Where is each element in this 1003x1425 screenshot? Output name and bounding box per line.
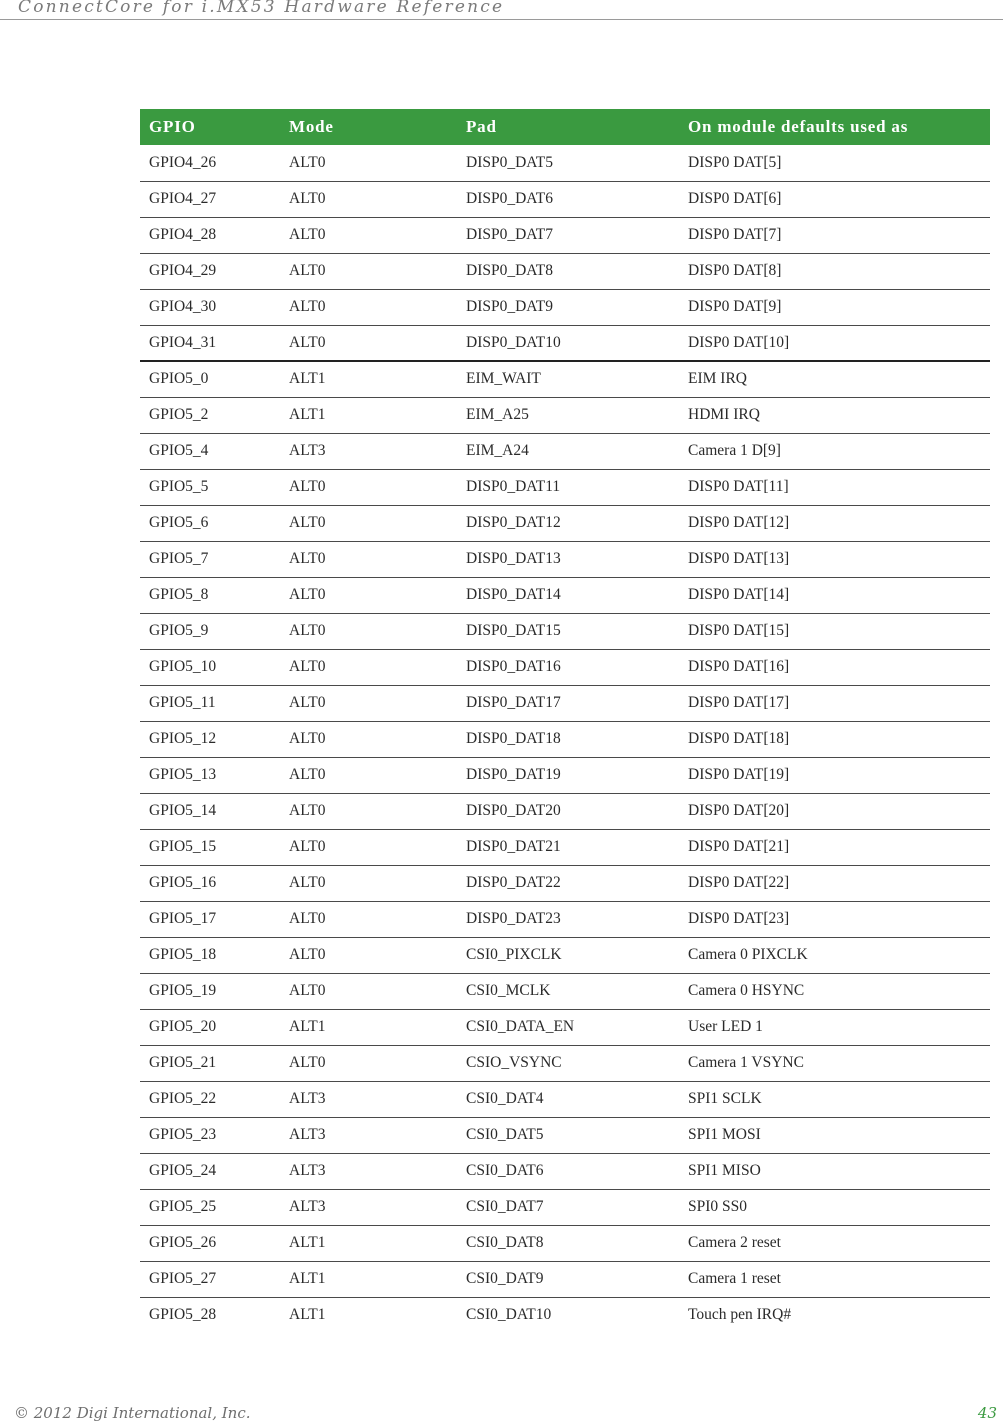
default-use-cell: Camera 1 VSYNC bbox=[688, 1054, 804, 1071]
header-divider bbox=[0, 19, 1003, 20]
mode-cell: ALT3 bbox=[289, 1162, 326, 1179]
table-row bbox=[140, 325, 990, 361]
table-row bbox=[140, 1225, 990, 1261]
column-header-pad: Pad bbox=[466, 117, 497, 136]
pad-cell: CSI0_DAT8 bbox=[466, 1234, 544, 1251]
pad-cell: DISP0_DAT20 bbox=[466, 802, 561, 819]
mode-cell: ALT0 bbox=[289, 658, 326, 675]
gpio-cell: GPIO5_7 bbox=[149, 550, 209, 567]
mode-cell: ALT0 bbox=[289, 262, 326, 279]
pad-cell: CSI0_DAT7 bbox=[466, 1198, 544, 1215]
mode-cell: ALT0 bbox=[289, 982, 326, 999]
default-use-cell: DISP0 DAT[21] bbox=[688, 838, 790, 855]
default-use-cell: HDMI IRQ bbox=[688, 406, 760, 423]
pad-cell: DISP0_DAT16 bbox=[466, 658, 561, 675]
gpio-cell: GPIO4_28 bbox=[149, 226, 217, 243]
table-row bbox=[140, 865, 990, 901]
mode-cell: ALT0 bbox=[289, 333, 326, 351]
mode-cell: ALT1 bbox=[289, 1234, 326, 1251]
mode-cell: ALT0 bbox=[289, 802, 326, 819]
running-header-title: ConnectCore for i.MX53 Hardware Reference bbox=[18, 0, 505, 17]
default-use-cell: DISP0 DAT[19] bbox=[688, 766, 790, 783]
pad-cell: EIM_WAIT bbox=[466, 370, 541, 388]
pad-cell: DISP0_DAT21 bbox=[466, 838, 561, 855]
pad-cell: CSIO_VSYNC bbox=[466, 1054, 562, 1071]
mode-cell: ALT0 bbox=[289, 478, 326, 495]
pad-cell: DISP0_DAT13 bbox=[466, 550, 561, 567]
mode-cell: ALT1 bbox=[289, 1270, 326, 1287]
gpio-cell: GPIO5_12 bbox=[149, 730, 217, 747]
gpio-cell: GPIO5_6 bbox=[149, 514, 209, 531]
mode-cell: ALT0 bbox=[289, 153, 326, 171]
default-use-cell: DISP0 DAT[17] bbox=[688, 694, 790, 711]
mode-cell: ALT0 bbox=[289, 910, 326, 927]
gpio-table bbox=[140, 109, 990, 1333]
pad-cell: CSI0_DAT4 bbox=[466, 1090, 544, 1107]
pad-cell: DISP0_DAT15 bbox=[466, 622, 561, 639]
pad-cell: CSI0_DAT10 bbox=[466, 1306, 552, 1324]
default-use-cell: DISP0 DAT[8] bbox=[688, 262, 782, 279]
default-use-cell: EIM IRQ bbox=[688, 370, 747, 388]
default-use-cell: SPI1 MISO bbox=[688, 1162, 761, 1179]
table-row bbox=[140, 397, 990, 433]
column-header-gpio: GPIO bbox=[149, 117, 196, 136]
default-use-cell: Camera 0 PIXCLK bbox=[688, 946, 808, 963]
gpio-cell: GPIO5_16 bbox=[149, 874, 217, 891]
mode-cell: ALT3 bbox=[289, 1198, 326, 1215]
mode-cell: ALT0 bbox=[289, 838, 326, 855]
footer-copyright: © 2012 Digi International, Inc. bbox=[14, 1404, 251, 1422]
pad-cell: DISP0_DAT5 bbox=[466, 153, 553, 171]
gpio-cell: GPIO4_30 bbox=[149, 298, 217, 315]
pad-cell: CSI0_DATA_EN bbox=[466, 1018, 575, 1035]
gpio-cell: GPIO5_24 bbox=[149, 1162, 217, 1179]
table-row bbox=[140, 685, 990, 721]
default-use-cell: DISP0 DAT[11] bbox=[688, 478, 789, 495]
default-use-cell: DISP0 DAT[12] bbox=[688, 514, 790, 531]
table-row bbox=[140, 541, 990, 577]
table-row bbox=[140, 217, 990, 253]
default-use-cell: SPI0 SS0 bbox=[688, 1198, 748, 1215]
table-header-row bbox=[140, 109, 990, 145]
mode-cell: ALT1 bbox=[289, 370, 326, 388]
default-use-cell: Camera 2 reset bbox=[688, 1234, 781, 1251]
table-row bbox=[140, 1045, 990, 1081]
table-row bbox=[140, 1153, 990, 1189]
mode-cell: ALT0 bbox=[289, 730, 326, 747]
mode-cell: ALT0 bbox=[289, 226, 326, 243]
default-use-cell: Camera 1 reset bbox=[688, 1270, 781, 1287]
mode-cell: ALT1 bbox=[289, 1306, 326, 1324]
pad-cell: DISP0_DAT23 bbox=[466, 910, 561, 927]
pad-cell: CSI0_PIXCLK bbox=[466, 946, 562, 963]
gpio-cell: GPIO5_10 bbox=[149, 658, 217, 675]
mode-cell: ALT0 bbox=[289, 766, 326, 783]
gpio-cell: GPIO5_23 bbox=[149, 1126, 217, 1143]
pad-cell: DISP0_DAT18 bbox=[466, 730, 561, 747]
default-use-cell: DISP0 DAT[15] bbox=[688, 622, 790, 639]
pad-cell: DISP0_DAT9 bbox=[466, 298, 553, 315]
gpio-cell: GPIO5_27 bbox=[149, 1270, 217, 1287]
default-use-cell: User LED 1 bbox=[688, 1018, 763, 1035]
pad-cell: DISP0_DAT14 bbox=[466, 586, 561, 603]
table-row bbox=[140, 721, 990, 757]
table-row bbox=[140, 613, 990, 649]
pad-cell: CSI0_DAT9 bbox=[466, 1270, 544, 1287]
table-row bbox=[140, 1009, 990, 1045]
gpio-cell: GPIO4_26 bbox=[149, 153, 217, 171]
mode-cell: ALT0 bbox=[289, 298, 326, 315]
gpio-cell: GPIO5_20 bbox=[149, 1018, 217, 1035]
column-header-mode: Mode bbox=[289, 117, 334, 136]
gpio-cell: GPIO5_5 bbox=[149, 478, 209, 495]
pad-cell: DISP0_DAT22 bbox=[466, 874, 561, 891]
mode-cell: ALT1 bbox=[289, 1018, 326, 1035]
default-use-cell: DISP0 DAT[7] bbox=[688, 226, 782, 243]
table-row bbox=[140, 253, 990, 289]
default-use-cell: SPI1 MOSI bbox=[688, 1126, 761, 1143]
pad-cell: CSI0_DAT6 bbox=[466, 1162, 544, 1179]
default-use-cell: Camera 0 HSYNC bbox=[688, 982, 805, 999]
gpio-cell: GPIO5_28 bbox=[149, 1306, 217, 1324]
mode-cell: ALT3 bbox=[289, 1090, 326, 1107]
default-use-cell: DISP0 DAT[13] bbox=[688, 550, 790, 567]
gpio-cell: GPIO5_26 bbox=[149, 1234, 217, 1251]
column-header-defaults: On module defaults used as bbox=[688, 117, 909, 136]
pad-cell: DISP0_DAT11 bbox=[466, 478, 561, 495]
table-row bbox=[140, 433, 990, 469]
table-row bbox=[140, 469, 990, 505]
pad-cell: CSI0_MCLK bbox=[466, 982, 551, 999]
table-row bbox=[140, 937, 990, 973]
gpio-cell: GPIO4_31 bbox=[149, 333, 217, 351]
gpio-cell: GPIO5_25 bbox=[149, 1198, 217, 1215]
pad-cell: DISP0_DAT10 bbox=[466, 333, 561, 351]
mode-cell: ALT0 bbox=[289, 874, 326, 891]
mode-cell: ALT0 bbox=[289, 622, 326, 639]
table-row bbox=[140, 1189, 990, 1225]
gpio-cell: GPIO5_13 bbox=[149, 766, 217, 783]
mode-cell: ALT0 bbox=[289, 694, 326, 711]
table-row bbox=[140, 181, 990, 217]
table-row bbox=[140, 145, 990, 181]
table-row bbox=[140, 1117, 990, 1153]
mode-cell: ALT3 bbox=[289, 1126, 326, 1143]
pad-cell: EIM_A24 bbox=[466, 442, 529, 459]
default-use-cell: DISP0 DAT[5] bbox=[688, 153, 782, 171]
mode-cell: ALT0 bbox=[289, 586, 326, 603]
table-row bbox=[140, 1261, 990, 1297]
mode-cell: ALT0 bbox=[289, 550, 326, 567]
table-row bbox=[140, 829, 990, 865]
gpio-cell: GPIO5_17 bbox=[149, 910, 217, 927]
gpio-cell: GPIO5_4 bbox=[149, 442, 209, 459]
table-row bbox=[140, 793, 990, 829]
default-use-cell: Touch pen IRQ# bbox=[688, 1306, 792, 1324]
pad-cell: DISP0_DAT8 bbox=[466, 262, 553, 279]
pad-cell: DISP0_DAT12 bbox=[466, 514, 561, 531]
default-use-cell: DISP0 DAT[20] bbox=[688, 802, 790, 819]
default-use-cell: SPI1 SCLK bbox=[688, 1090, 762, 1107]
default-use-cell: DISP0 DAT[6] bbox=[688, 190, 782, 207]
gpio-cell: GPIO4_27 bbox=[149, 190, 217, 207]
mode-cell: ALT0 bbox=[289, 514, 326, 531]
gpio-cell: GPIO5_18 bbox=[149, 946, 217, 963]
gpio-cell: GPIO4_29 bbox=[149, 262, 217, 279]
gpio-cell: GPIO5_11 bbox=[149, 694, 216, 711]
mode-cell: ALT1 bbox=[289, 406, 326, 423]
pad-cell: EIM_A25 bbox=[466, 406, 529, 423]
mode-cell: ALT0 bbox=[289, 1054, 326, 1071]
table-row bbox=[140, 649, 990, 685]
pad-cell: CSI0_DAT5 bbox=[466, 1126, 544, 1143]
table-row bbox=[140, 577, 990, 613]
default-use-cell: DISP0 DAT[22] bbox=[688, 874, 790, 891]
default-use-cell: DISP0 DAT[9] bbox=[688, 298, 782, 315]
pad-cell: DISP0_DAT17 bbox=[466, 694, 561, 711]
pad-cell: DISP0_DAT7 bbox=[466, 226, 553, 243]
table-body bbox=[140, 145, 990, 1333]
gpio-cell: GPIO5_9 bbox=[149, 622, 209, 639]
default-use-cell: Camera 1 D[9] bbox=[688, 442, 781, 459]
default-use-cell: DISP0 DAT[23] bbox=[688, 910, 790, 927]
table-row bbox=[140, 901, 990, 937]
table-row bbox=[140, 289, 990, 325]
gpio-cell: GPIO5_19 bbox=[149, 982, 217, 999]
table-row bbox=[140, 361, 990, 397]
gpio-cell: GPIO5_22 bbox=[149, 1090, 217, 1107]
table-row bbox=[140, 1081, 990, 1117]
default-use-cell: DISP0 DAT[16] bbox=[688, 658, 790, 675]
pad-cell: DISP0_DAT6 bbox=[466, 190, 553, 207]
gpio-cell: GPIO5_8 bbox=[149, 586, 209, 603]
gpio-cell: GPIO5_0 bbox=[149, 370, 209, 388]
default-use-cell: DISP0 DAT[18] bbox=[688, 730, 790, 747]
default-use-cell: DISP0 DAT[10] bbox=[688, 333, 790, 351]
page-number: 43 bbox=[977, 1404, 997, 1422]
pad-cell: DISP0_DAT19 bbox=[466, 766, 561, 783]
gpio-cell: GPIO5_2 bbox=[149, 406, 209, 423]
table-row bbox=[140, 1297, 990, 1333]
mode-cell: ALT3 bbox=[289, 442, 326, 459]
mode-cell: ALT0 bbox=[289, 946, 326, 963]
gpio-cell: GPIO5_14 bbox=[149, 802, 217, 819]
gpio-cell: GPIO5_15 bbox=[149, 838, 217, 855]
gpio-cell: GPIO5_21 bbox=[149, 1054, 217, 1071]
table-row bbox=[140, 973, 990, 1009]
mode-cell: ALT0 bbox=[289, 190, 326, 207]
default-use-cell: DISP0 DAT[14] bbox=[688, 586, 790, 603]
table-row bbox=[140, 505, 990, 541]
table-row bbox=[140, 757, 990, 793]
